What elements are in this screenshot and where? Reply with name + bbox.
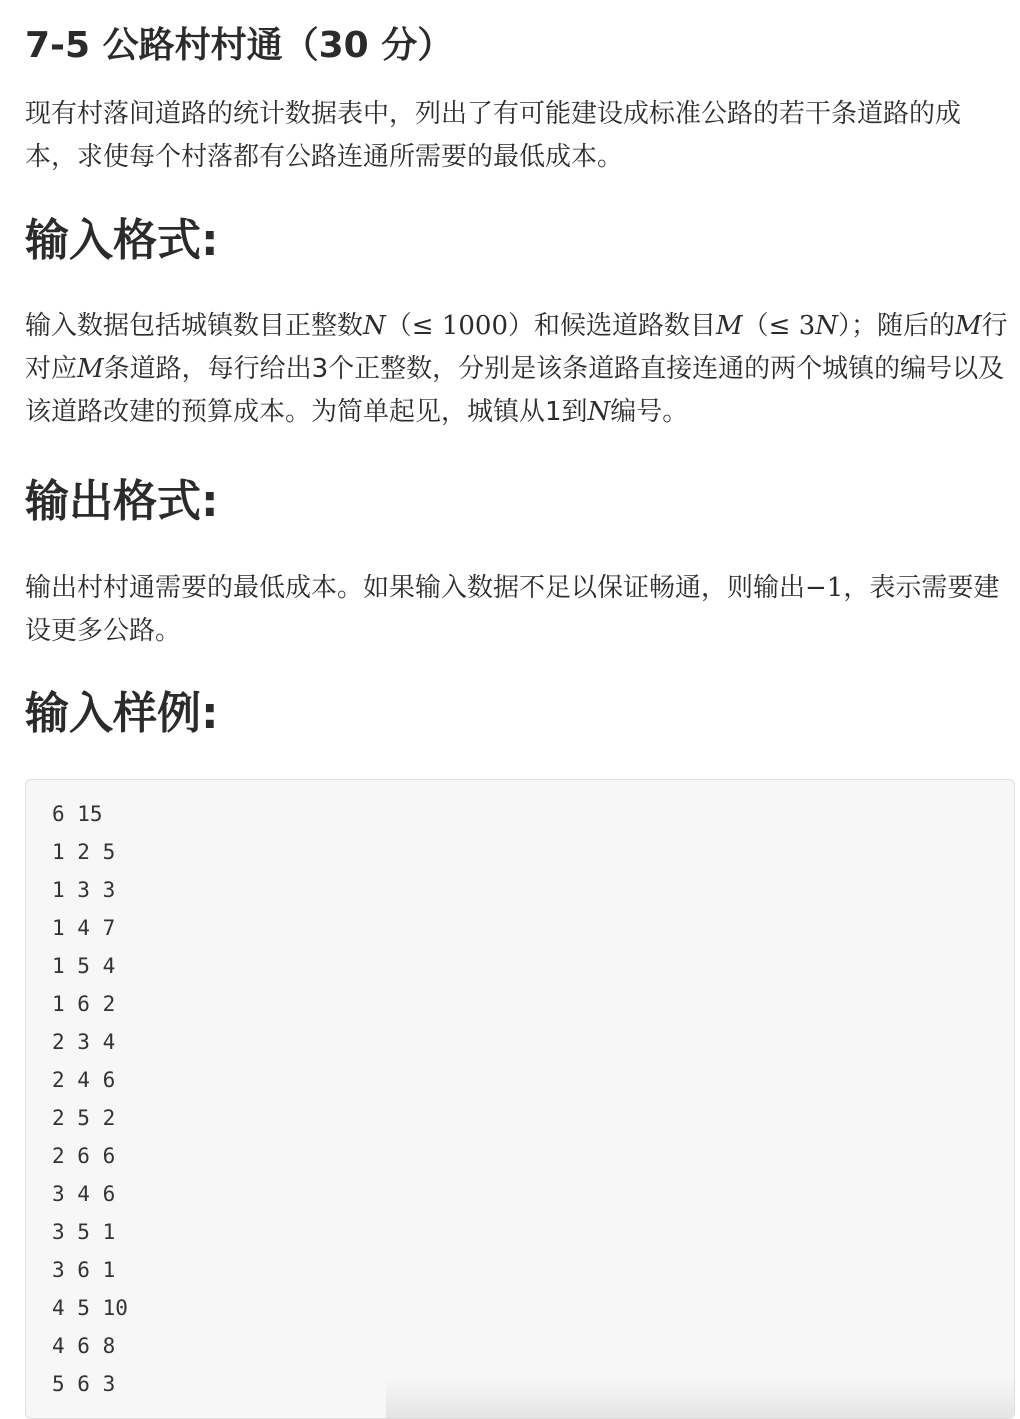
sample-input-code-block[interactable] (25, 779, 1015, 1419)
code-line: 2 5 2 (52, 1106, 116, 1130)
problem-description: 现有村落间道路的统计数据表中，列出了有可能建设成标准公路的若干条道路的成本，求使每个村落都有公路连通所需要的最低成本。 (25, 99, 962, 172)
code-line: 5 6 3 (52, 1372, 116, 1396)
code-line: 6 15 (52, 802, 103, 826)
math-minus-one: −1 (805, 573, 844, 603)
code-line: 4 5 10 (52, 1296, 128, 1320)
code-line: 2 6 6 (52, 1144, 116, 1168)
code-line: 4 6 8 (52, 1334, 116, 1358)
code-line: 3 6 1 (52, 1258, 116, 1282)
code-line: 1 5 4 (52, 954, 116, 978)
output-format-heading: 输出格式: (25, 476, 219, 527)
math-var-n: N (363, 311, 386, 341)
output-format-text: 输出村村通需要的最低成本。如果输入数据不足以保证畅通，则输出−1，表示需要建设更多公路。 (25, 573, 1000, 646)
input-format-heading: 输入格式: (25, 215, 219, 266)
sample-input-heading: 输入样例: (25, 688, 219, 739)
bottom-shadow (386, 1378, 1014, 1418)
code-line: 3 5 1 (52, 1220, 116, 1244)
math-var-m: M (716, 311, 743, 341)
code-line: 1 4 7 (52, 916, 116, 940)
math-le-3n: ≤ 3 (768, 311, 816, 341)
problem-title: 7-5 公路村村通（30 分） (25, 25, 454, 66)
code-line: 2 4 6 (52, 1068, 116, 1092)
input-format-text: 输入数据包括城镇数目正整数N（≤ 1000）和候选道路数目M（≤ 3N）；随后的M行对应M条道路，每行给出3个正整数，分别是该条道路直接连通的两个城镇的编号以及该道路改建的预算成本。为简单起见，城镇从1到N编号。 (25, 311, 1008, 427)
code-line: 3 4 6 (52, 1182, 116, 1206)
sample-input-lines (52, 795, 128, 1403)
math-le-1000: ≤ 1000 (411, 311, 508, 341)
code-line: 1 6 2 (52, 992, 116, 1016)
code-line: 1 3 3 (52, 878, 116, 902)
code-line: 1 2 5 (52, 840, 116, 864)
code-line: 2 3 4 (52, 1030, 116, 1054)
